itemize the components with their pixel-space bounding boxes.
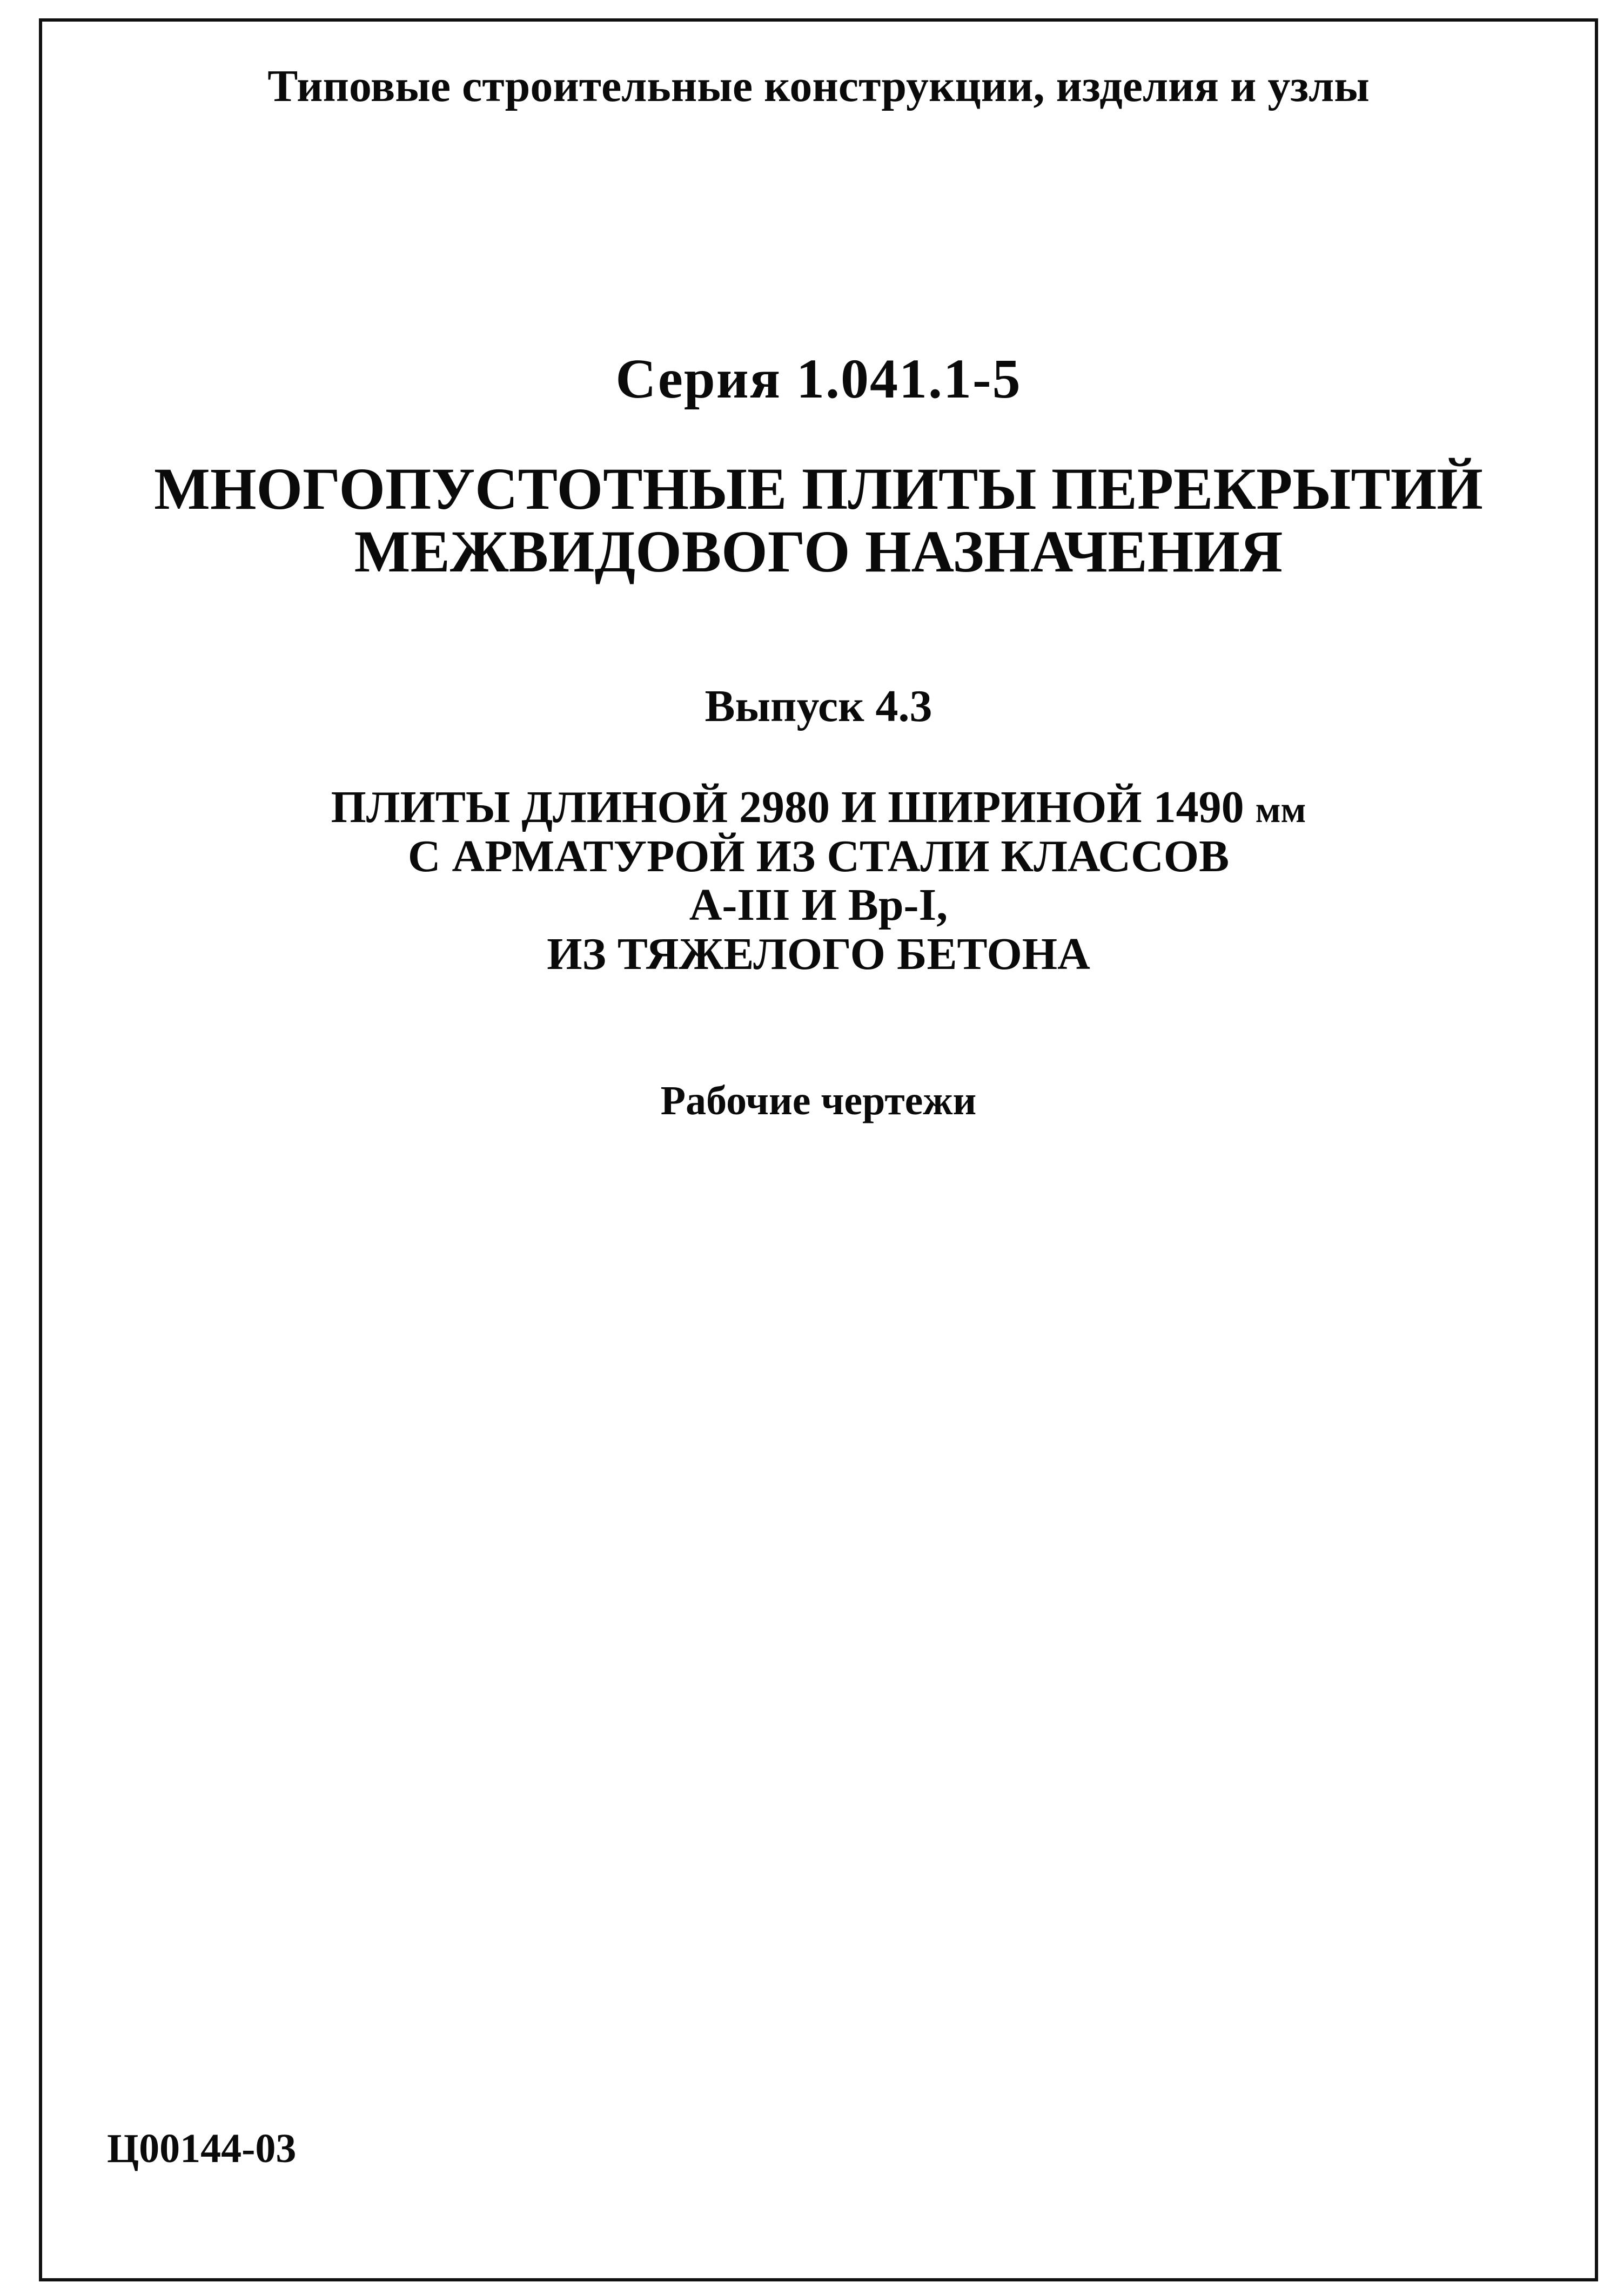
subtitle-line: ИЗ ТЯЖЕЛОГО БЕТОНА [547,929,1090,980]
series-number: Серия 1.041.1-5 [615,348,1022,410]
subtitle-line: С АРМАТУРОЙ ИЗ СТАЛИ КЛАССОВ [407,831,1230,881]
subtitle-line-text: ПЛИТЫ ДЛИНОЙ 2980 И ШИРИНОЙ 1490 [331,782,1244,832]
subtitle-line: А-III И Вр-I, [689,880,948,931]
subtitle-line [39,783,1598,832]
title-line: МЕЖВИДОВОГО НАЗНАЧЕНИЯ [354,518,1283,584]
collection-header: Типовые строительные конструкции, изделия и узлы [267,61,1370,111]
document-code: Ц00144-03 [107,2126,297,2171]
document-title [39,458,1598,583]
issue-number: Выпуск 4.3 [704,681,932,731]
drawings-label: Рабочие чертежи [660,1078,977,1123]
title-line: МНОГОПУСТОТНЫЕ ПЛИТЫ ПЕРЕКРЫТИЙ [154,456,1483,522]
subtitle-unit: мм [1255,789,1306,830]
document-subtitle [39,783,1598,979]
